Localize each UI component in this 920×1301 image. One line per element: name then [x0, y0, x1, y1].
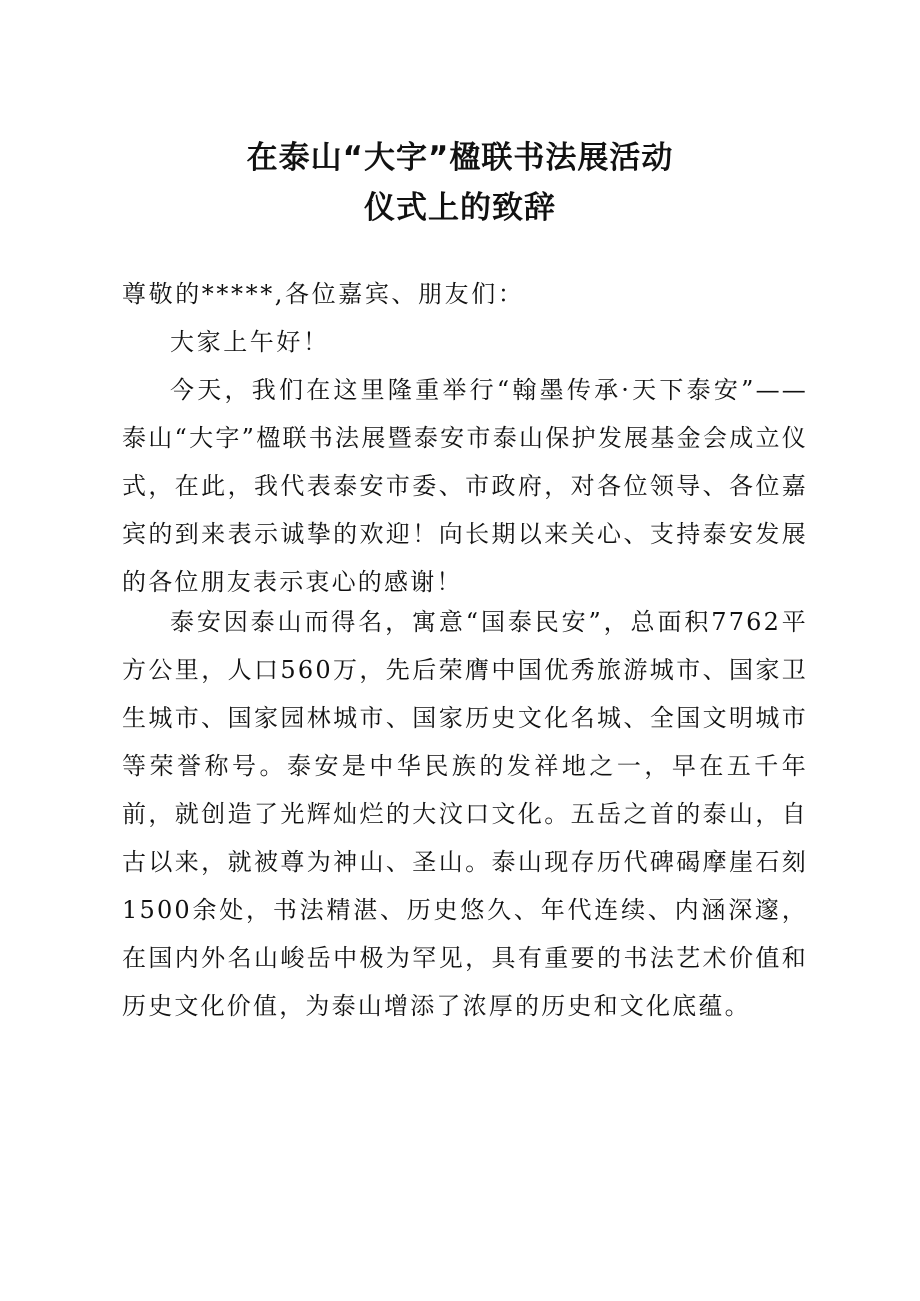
document-title-line-1: 在泰山“大字”楹联书法展活动 — [246, 140, 674, 176]
paragraph: 泰安因泰山而得名，寓意“国泰民安”，总面积7762平方公里，人口560万，先后荣膺中国优秀旅游城市、国家卫生城市、国家园林城市、国家历史文化名城、全国文明城市等荣誉称号。泰安是中华民族的发祥地之一，早在五千年前，就创造了光辉灿烂的大汶口文化。五岳之首的泰山，自古以来，就被尊为神山、圣山。泰山现存历代碑碣摩崖石刻1500余处，书法精湛、历史悠久、年代连续、内涵深邃，在国内外名山峻岳中极为罕见，具有重要的书法艺术价值和历史文化价值，为泰山增添了浓厚的历史和文化底蕴。 — [122, 608, 808, 1020]
greeting: 大家上午好！ — [170, 328, 330, 356]
salutation: 尊敬的*****,各位嘉宾、朋友们： — [122, 280, 525, 308]
paragraph: 今天，我们在这里隆重举行“翰墨传承·天下泰安”——泰山“大字”楹联书法展暨泰安市泰山保护发展基金会成立仪式，在此，我代表泰安市委、市政府，对各位领导、各位嘉宾的到来表示诚挚的欢迎！向长期以来关心、支持泰安发展的各位朋友表示衷心的感谢！ — [122, 376, 808, 596]
document-title-line-2: 仪式上的致辞 — [364, 190, 556, 226]
